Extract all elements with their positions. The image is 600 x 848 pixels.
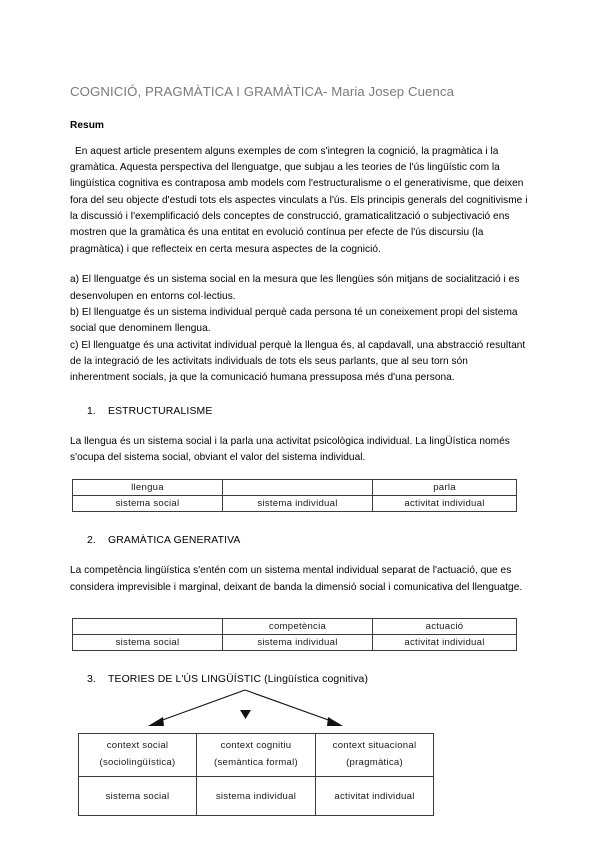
section-heading-3 bbox=[70, 673, 530, 687]
table-cell-line2: (semàntica formal) bbox=[214, 757, 298, 769]
section-title-3: TEORIES DE L'ÚS LINGÜÍSTIC (Lingüística cognitiva) bbox=[108, 673, 369, 685]
table-cell: actuació bbox=[373, 618, 517, 634]
point-b: b) El llenguatge és un sistema individual perquè cada persona té un coneixement propi del sistema social que denominem llengua. bbox=[70, 306, 518, 335]
table-cell: competència bbox=[223, 618, 373, 634]
section-number-2: 2. bbox=[87, 534, 96, 546]
arrow-left-head-icon bbox=[148, 717, 164, 726]
section-number-3: 3. bbox=[87, 673, 96, 685]
section-heading-1 bbox=[70, 405, 530, 419]
section-number-1: 1. bbox=[87, 405, 96, 417]
table-cell-line1: context cognitiu bbox=[220, 740, 292, 752]
table-cell-line1: context social bbox=[106, 740, 169, 752]
table-cell bbox=[73, 618, 223, 634]
arrow-diagram-svg bbox=[78, 686, 478, 733]
table-cell bbox=[223, 479, 373, 495]
section-body-2: La competència lingüística s'entén com un sistema mental individual separat de l'actuació, que es considera imprevisible i marginal, deixant de banda la dimensió social i comunicativa del llenguatge. bbox=[70, 565, 523, 593]
table-cell: activitat individual bbox=[373, 495, 517, 511]
table-row bbox=[79, 777, 434, 816]
section-heading-2 bbox=[70, 534, 530, 548]
table-cell: llengua bbox=[73, 479, 223, 495]
arrow-down-head-icon bbox=[240, 710, 251, 719]
section-body-1: La llengua és un sistema social i la parla una activitat psicològica individual. La lingÜística només s'ocupa del sistema social, obviant el valor del sistema individual. bbox=[70, 436, 510, 464]
table-row bbox=[79, 734, 434, 777]
table-cell bbox=[79, 734, 197, 777]
arrow-diagram bbox=[78, 686, 478, 733]
point-a: a) El llenguatge és un sistema social en la mesura que les llengües són mitjans de socialització i es desenvolupen en entorns col·lectius. bbox=[70, 274, 520, 302]
page-title: COGNICIÓ, PRAGMÀTICA I GRAMÀTICA- Maria Josep Cuenca bbox=[70, 84, 455, 99]
table-cell: sistema social bbox=[73, 495, 223, 511]
table-cell-line1: context situacional bbox=[332, 740, 417, 752]
table-row bbox=[73, 479, 517, 495]
table-cell-line2: (sociolingüística) bbox=[99, 757, 176, 769]
table-cell: activitat individual bbox=[316, 777, 434, 816]
table-cell: sistema social bbox=[73, 634, 223, 650]
arrow-right-head-icon bbox=[327, 717, 343, 726]
abstract-heading: Resum bbox=[70, 119, 104, 131]
table-cell: sistema individual bbox=[223, 634, 373, 650]
table-cell: activitat individual bbox=[373, 634, 517, 650]
table-cell bbox=[197, 734, 316, 777]
table-estructuralisme bbox=[72, 479, 517, 512]
section-title-2: GRAMÀTICA GENERATIVA bbox=[108, 534, 241, 546]
table-cell bbox=[316, 734, 434, 777]
table-cell: parla bbox=[373, 479, 517, 495]
table-row bbox=[73, 495, 517, 511]
table-cell: sistema individual bbox=[197, 777, 316, 816]
table-gramatica-generativa bbox=[72, 618, 517, 651]
table-cell: sistema social bbox=[79, 777, 197, 816]
arrow-left-line bbox=[157, 690, 245, 722]
point-c: c) El llenguatge és una activitat individual perquè la llengua és, al capdavall, una abstracció resultant de la integració de les activitats individuals de tots els seus parlants, que al seu torn són inherentment socials, ja que la comunicació humana pressuposa més d'una persona. bbox=[70, 339, 526, 384]
table-row bbox=[73, 618, 517, 634]
table-cell: sistema individual bbox=[223, 495, 373, 511]
section-title-1: ESTRUCTURALISME bbox=[108, 405, 213, 417]
table-row bbox=[73, 634, 517, 650]
arrow-right-line bbox=[245, 690, 334, 722]
table-teories-us-linguistic bbox=[78, 733, 434, 816]
abstract-paragraph: En aquest article presentem alguns exemples de com s'integren la cognició, la pragmàtica i la gramàtica. Aquesta perspectiva del llenguatge, que subjau a les teories de l'ús lingüístic com la lingüística cognitiva es contraposa amb models com l'estructuralisme o el generativisme, que deixen fora del seu objecte d'estudi tots els aspectes vinculats a l'ús. Els principis generals del cognitivisme i la discussió i l'exemplificació dels conceptes de construcció, gramaticalització o subjectivació ens mostren que la gramàtica és una entitat en evolució contínua per efecte de l'ús discursiu (la pragmàtica) i que reflecteix en certa mesura aspectes de la cognició. bbox=[70, 145, 528, 255]
table-cell-line2: (pragmàtica) bbox=[346, 757, 403, 769]
